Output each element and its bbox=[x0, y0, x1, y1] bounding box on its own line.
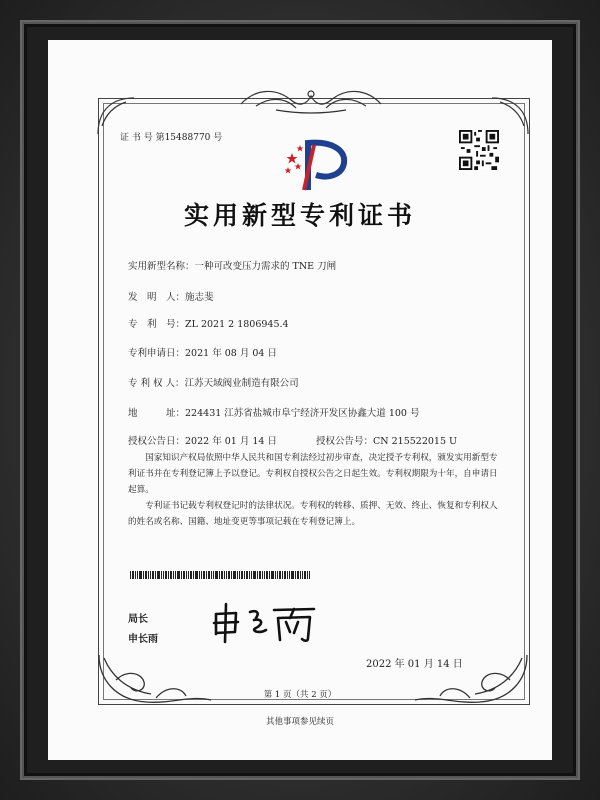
top-ornament-icon bbox=[236, 86, 386, 114]
field-grant-date bbox=[128, 433, 277, 447]
field-value: ZL 2021 2 1806945.4 bbox=[185, 319, 289, 330]
field-value: 一种可改变压力需求的 TNE 刀闸 bbox=[194, 261, 337, 272]
field-grant-number bbox=[316, 433, 457, 447]
handwritten-signature bbox=[210, 600, 320, 644]
field-value: 2022 年 01 月 14 日 bbox=[185, 436, 277, 447]
field-application-date bbox=[128, 345, 277, 359]
field-patentee bbox=[128, 375, 299, 389]
field-inventor bbox=[128, 289, 214, 303]
field-value: 224431 江苏省盐城市阜宁经济开发区协鑫大道 100 号 bbox=[185, 408, 420, 419]
field-label: 授权公告日： bbox=[128, 436, 186, 447]
page-number: 第 1 页（共 2 页） bbox=[263, 690, 337, 700]
field-utility-model-name bbox=[128, 258, 336, 272]
field-value: 2021 年 08 月 04 日 bbox=[185, 348, 277, 359]
field-value: CN 215522015 U bbox=[373, 436, 458, 447]
issue-date: 2022 年 01 月 14 日 bbox=[366, 659, 463, 670]
field-label: 实用新型名称： bbox=[128, 261, 195, 272]
field-label: 专利申请日： bbox=[128, 348, 186, 359]
field-value: 江苏天域阀业制造有限公司 bbox=[184, 378, 299, 389]
field-label: 地 址： bbox=[128, 408, 186, 419]
signer-title: 局长 bbox=[128, 614, 148, 625]
footer-note: 其他事项参见续页 bbox=[265, 717, 334, 727]
certificate-paragraph-legal-status: 专利证书记载专利权登记时的法律状况。专利权的转移、质押、无效、终止、恢复和专利权人的姓名或名称、国籍、地址变更等事项记载在专利登记簿上。 bbox=[128, 501, 498, 527]
field-address bbox=[128, 405, 419, 419]
qr-code-icon bbox=[459, 130, 499, 170]
signer-name: 申长雨 bbox=[128, 634, 158, 645]
field-label: 授权公告号： bbox=[316, 436, 374, 447]
barcode-icon bbox=[130, 571, 310, 579]
field-patent-number bbox=[128, 316, 289, 330]
certificate-number: 证 书 号 第15488770 号 bbox=[120, 133, 223, 143]
field-value: 施志斐 bbox=[185, 292, 214, 303]
cnipa-logo-icon bbox=[280, 135, 350, 195]
field-label: 发 明 人： bbox=[128, 292, 186, 303]
certificate-title: 实用新型专利证书 bbox=[183, 201, 416, 230]
certificate-paragraph-grant: 国家知识产权局依照中华人民共和国专利法经过初步审查，决定授予专利权，颁发实用新型专利证书并在专利登记簿上予以登记。专利权自授权公告之日起生效。专利权期限为十年，自申请日起算。 bbox=[128, 453, 498, 495]
field-label: 专 利 权 人： bbox=[128, 378, 185, 389]
field-label: 专 利 号： bbox=[128, 319, 186, 330]
